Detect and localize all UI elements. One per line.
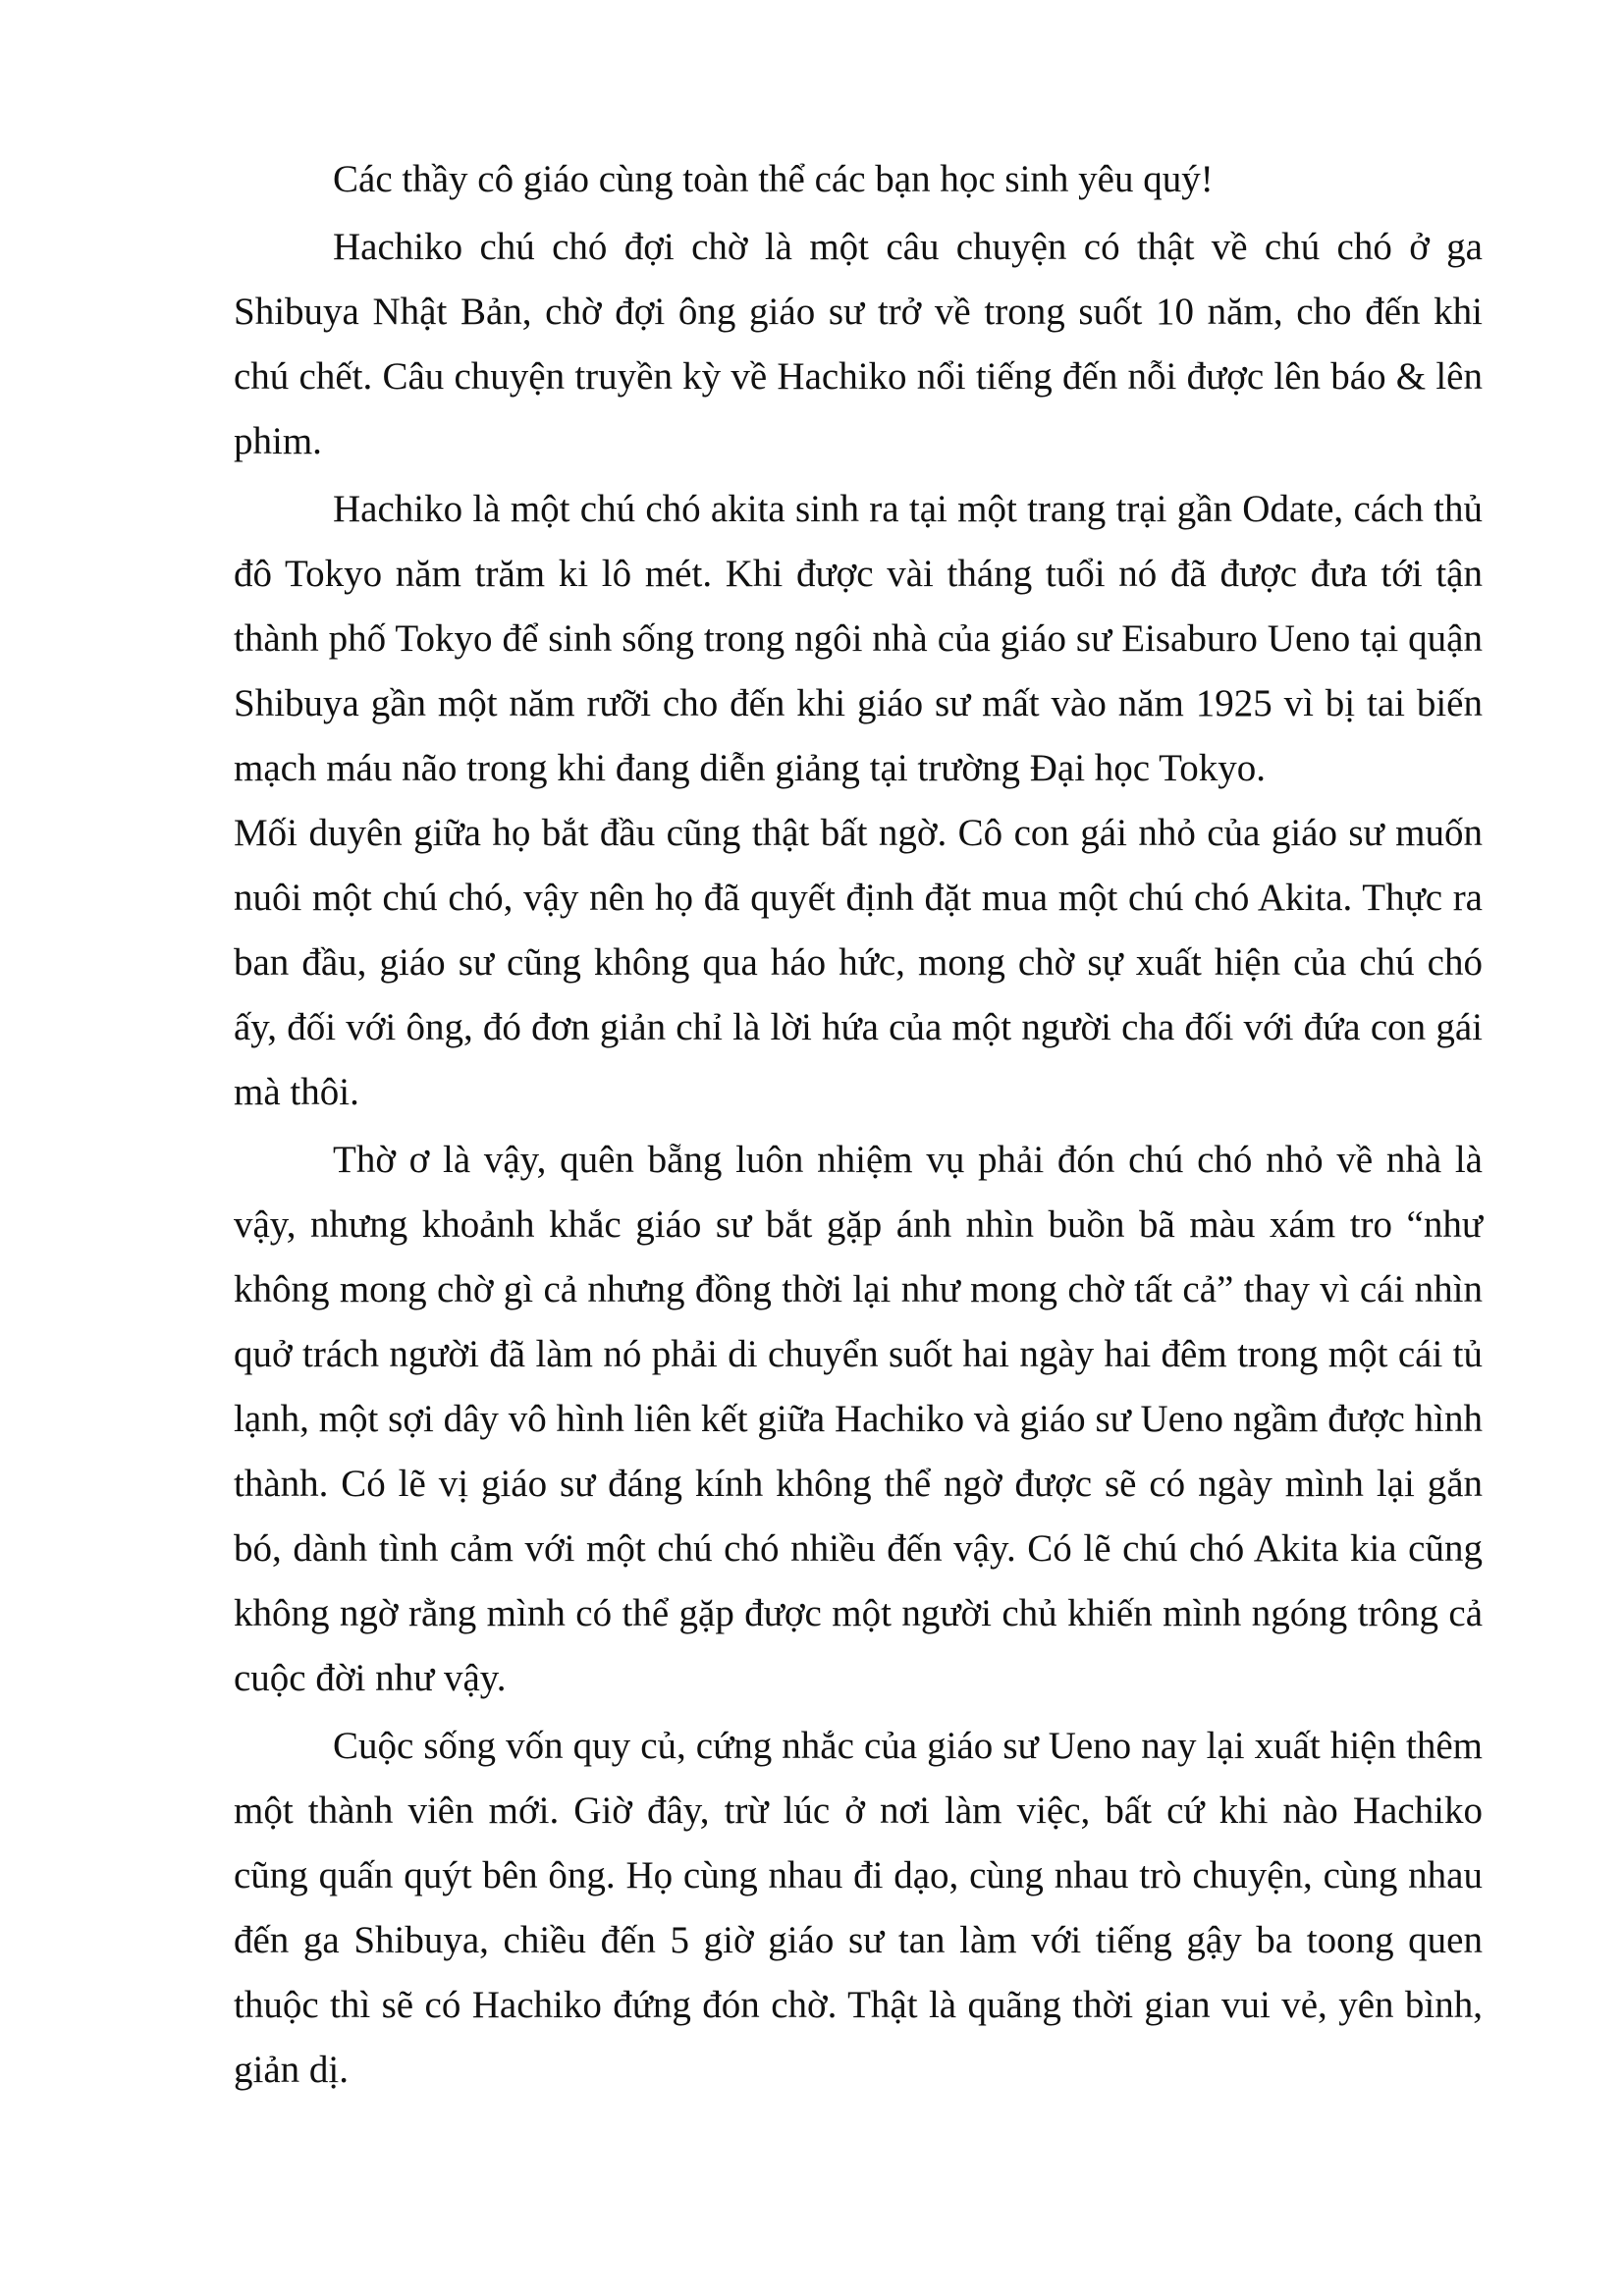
meeting-paragraph: Mối duyên giữa họ bắt đầu cũng thật bất ngờ. Cô con gái nhỏ của giáo sư muốn nuôi một chú chó, vậy nên họ đã quyết định đặt mua một chú chó Akita. Thực ra ban đầu, giáo sư cũng không qua háo hức, mong chờ sự xuất hiện của chú chó ấy, đối với ông, đó đơn giản chỉ là lời hứa của một người cha đối với đứa con gái mà thôi.	[234, 812, 1483, 1113]
document-body	[234, 147, 1483, 2103]
origin-paragraph: Hachiko là một chú chó akita sinh ra tại một trang trại gần Odate, cách thủ đô Tokyo năm trăm ki lô mét. Khi được vài tháng tuổi nó đã được đưa tới tận thành phố Tokyo để sinh sống trong ngôi nhà của giáo sư Eisaburo Ueno tại quận Shibuya gần một năm rưỡi cho đến khi giáo sư mất vào năm 1925 vì bị tai biến mạch máu não trong khi đang diễn giảng tại trường Đại học Tokyo.	[234, 488, 1483, 789]
intro-paragraph: Hachiko chú chó đợi chờ là một câu chuyện có thật về chú chó ở ga Shibuya Nhật Bản, chờ đợi ông giáo sư trở về trong suốt 10 năm, cho đến khi chú chết. Câu chuyện truyền kỳ về Hachiko nổi tiếng đến nỗi được lên báo & lên phim.	[234, 226, 1483, 462]
daily-life-paragraph: Cuộc sống vốn quy củ, cứng nhắc của giáo sư Ueno nay lại xuất hiện thêm một thành viên mới. Giờ đây, trừ lúc ở nơi làm việc, bất cứ khi nào Hachiko cũng quấn quýt bên ông. Họ cùng nhau đi dạo, cùng nhau trò chuyện, cùng nhau đến ga Shibuya, chiều đến 5 giờ giáo sư tan làm với tiếng gậy ba toong quen thuộc thì sẽ có Hachiko đứng đón chờ. Thật là quãng thời gian vui vẻ, yên bình, giản dị.	[234, 1725, 1483, 2091]
greeting-paragraph: Các thầy cô giáo cùng toàn thể các bạn học sinh yêu quý!	[333, 158, 1214, 200]
bond-paragraph: Thờ ơ là vậy, quên bẵng luôn nhiệm vụ phải đón chú chó nhỏ về nhà là vậy, nhưng khoảnh khắc giáo sư bắt gặp ánh nhìn buồn bã màu xám tro “như không mong chờ gì cả nhưng đồng thời lại như mong chờ tất cả” thay vì cái nhìn quở trách người đã làm nó phải di chuyển suốt hai ngày hai đêm trong một cái tủ lạnh, một sợi dây vô hình liên kết giữa Hachiko và giáo sư Ueno ngầm được hình thành. Có lẽ vị giáo sư đáng kính không thể ngờ được sẽ có ngày mình lại gắn bó, dành tình cảm với một chú chó nhiều đến vậy. Có lẽ chú chó Akita kia cũng không ngờ rằng mình có thể gặp được một người chủ khiến mình ngóng trông cả cuộc đời như vậy.	[234, 1139, 1483, 1699]
